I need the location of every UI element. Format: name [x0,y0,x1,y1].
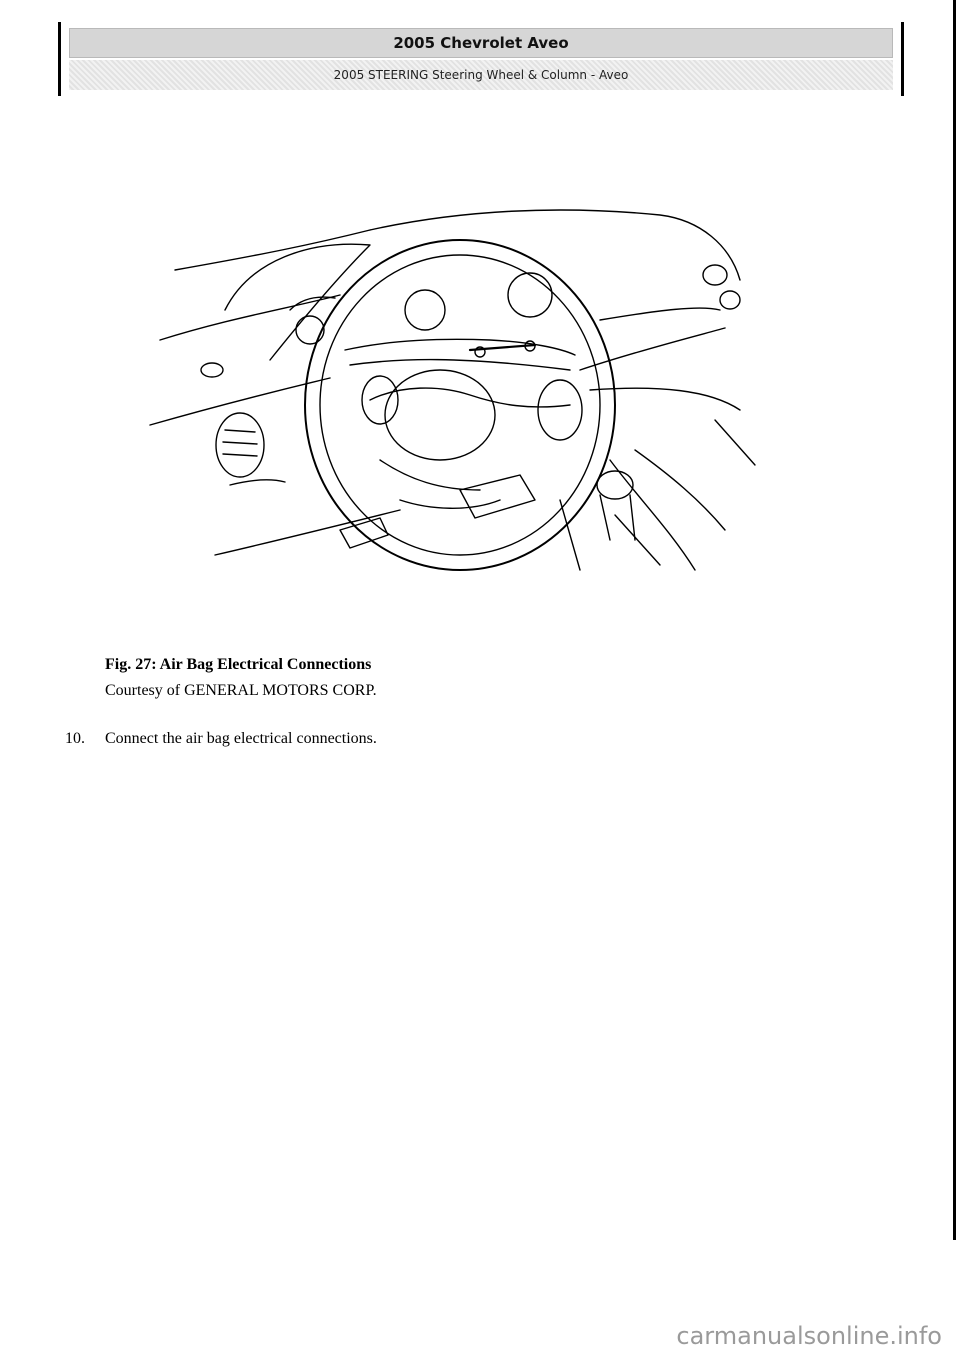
document-title: 2005 Chevrolet Aveo [69,28,893,58]
dash-mid-line [160,295,340,340]
figure-caption [105,652,377,704]
dash-top-line [175,230,370,270]
airbag-connector-shape [460,475,535,518]
procedure-step [65,727,377,751]
dash-bottom-line [215,510,400,555]
page-header [58,22,904,96]
figure-caption-credit: Courtesy of GENERAL MOTORS CORP. [105,682,377,699]
dash-lower-line [150,378,330,425]
page-edge-rule [953,0,956,1240]
figure-illustration [140,200,760,580]
step-text: Connect the air bag electrical connections. [105,730,377,747]
site-watermark: carmanualsonline.info [676,1322,942,1350]
figure-caption-title: Fig. 27: Air Bag Electrical Connections [105,656,372,673]
document-subtitle: 2005 STEERING Steering Wheel & Column - Aveo [69,60,893,90]
step-number: 10. [65,730,85,747]
